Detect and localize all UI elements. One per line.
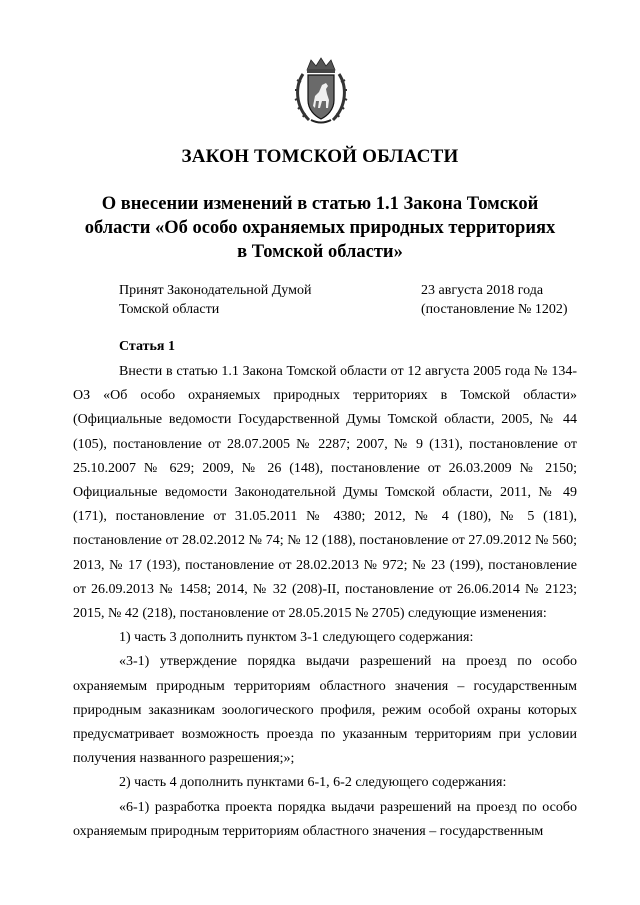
article-paragraph: Внести в статью 1.1 Закона Томской области от 12 августа 2005 года № 134-ОЗ «Об особо охраняемых природных территориях в Томской области» (Официальные ведомости Государственной Думы Томской области, 2005, № 44 (105), постановление от 28.07.2005 № 2287; 2007, № 9 (131), постановление от 25.10.2007 № 629; 2009, № 26 (148), постановление от 26.03.2009 № 2150; Официальные ведомости Законодательной Думы Томской области, 2011, № 49 (171), постановление от 31.05.2011 № 4380; 2012, № 4 (180), № 5 (181), постановление от 28.02.2012 № 74; № 12 (188), постановление от 27.09.2012 № 560; 2013, № 17 (193), постановление от 28.02.2013 № 972; № 23 (199), постановление от 26.09.2013 № 1458; 2014, № 32 (208)-II, постановление от 26.06.2014 № 2123; 2015, № 42 (218), постановление от 28.05.2015 № 2705) следующие изменения: [73,364,577,622]
adopted-by [119,281,311,319]
article-body [73,360,577,844]
article-paragraph: 2) часть 4 дополнить пунктами 6-1, 6-2 следующего содержания: [119,775,507,791]
article-paragraph: 1) часть 3 дополнить пунктом 3-1 следующего содержания: [119,630,474,646]
law-title: ЗАКОН ТОМСКОЙ ОБЛАСТИ [181,146,459,167]
coat-of-arms-emblem [293,56,349,126]
adopted-by-line: Принят Законодательной Думой [119,283,312,298]
adoption-date-line: 23 августа 2018 года [421,283,544,298]
article-heading: Статья 1 [119,339,175,354]
subtitle-line: О внесении изменений в статью 1.1 Закона Томской [101,194,539,214]
article-paragraph: «6-1) разработка проекта порядка выдачи разрешений на проезд по особо охраняемым природным территориям областного значения – государственным [73,799,577,839]
adopted-by-line: Томской области [119,302,220,317]
subtitle-line: области «Об особо охраняемых природных территориях [84,218,556,238]
article-paragraph: «3-1) утверждение порядка выдачи разрешений на проезд по особо охраняемым природным территориям областного значения – государственным природным заказникам зоологического профиля, режим особой охраны которых предусматривает возможность проезда по указанным территориям при условии получения названного разрешения;»; [73,654,577,767]
subtitle-line: в Томской области» [237,242,403,262]
adoption-date [421,281,568,319]
resolution-number: (постановление № 1202) [421,302,568,317]
law-subtitle [60,192,580,264]
